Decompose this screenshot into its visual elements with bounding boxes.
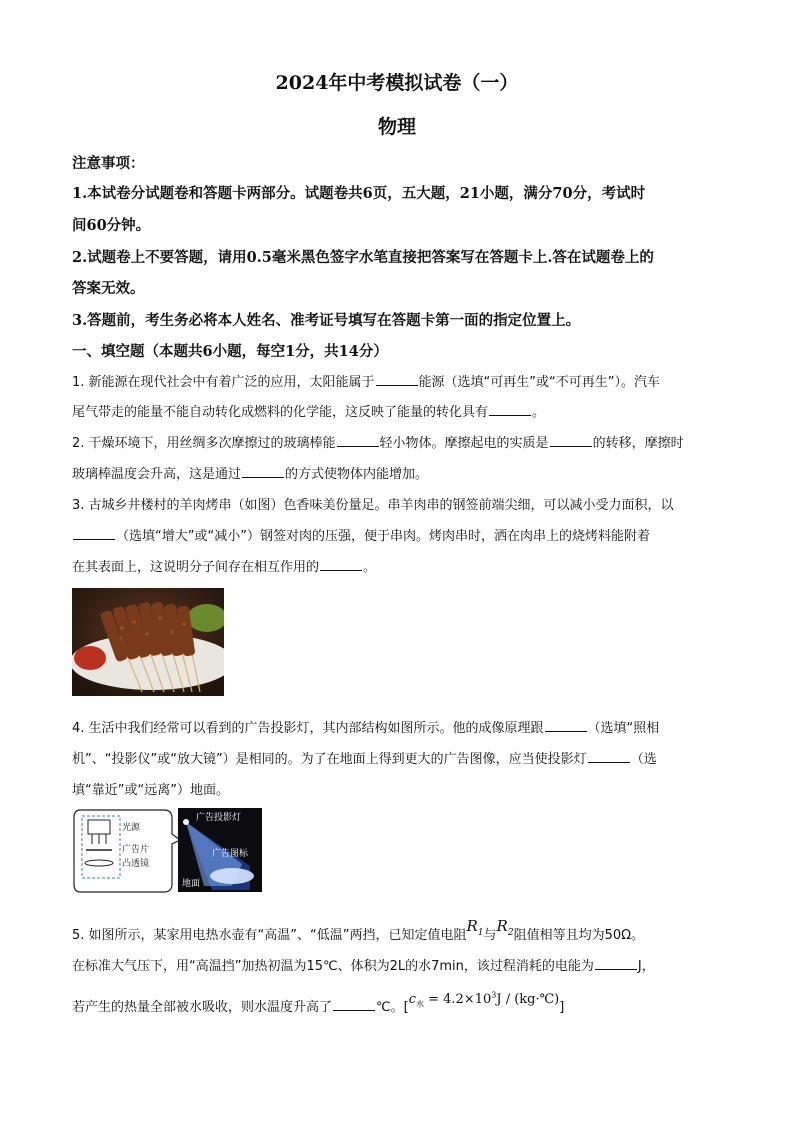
subject-title: 物理: [377, 116, 416, 138]
q3-text-b: （选填“增大”或“减小”）钢签对肉的压强，便于串肉。烤肉串时，洒在肉串上的烧烤料能附着: [116, 529, 650, 544]
projector-diagram: [72, 806, 264, 894]
question-5-line-3: [72, 990, 565, 1018]
q3-text-d: 。: [363, 560, 377, 575]
q5-close-bracket: ]: [559, 1000, 565, 1015]
specific-heat-formula: $c_水 = 4.2\times 10^3J$ / (kg·℃): [408, 990, 560, 1009]
label-ad-logo: 广告图标: [212, 849, 249, 859]
answer-blank[interactable]: [242, 465, 284, 478]
answer-blank[interactable]: [320, 558, 362, 571]
label-light-source: 光源: [122, 823, 141, 833]
q1-text-d: 。: [532, 405, 546, 420]
q5-text-e: 若产生的热量全部被水吸收，则水温度升高了: [72, 1000, 333, 1015]
q1-text-c: 尾气带走的能量不能自动转化成燃料的化学能，这反映了能量的转化具有: [72, 405, 489, 420]
q5-text-b: 阻值相等且均为50Ω。: [513, 928, 645, 943]
question-3-line-1: 3. 古城乡井楼村的羊肉烤串（如图）色香味美份量足。串羊肉串的钢签前端尖细，可以减小受力面积，以: [72, 498, 674, 513]
q5-text-c: 在标准大气压下，用“高温挡”加热初温为15℃、体积为2L的水7min，该过程消耗的电能为: [72, 959, 594, 974]
q4-text-a: 4. 生活中我们经常可以看到的广告投影灯，其内部结构如图所示。他的成像原理跟: [72, 721, 544, 736]
question-4-line-3: 填“靠近”或“远离”）地面。: [72, 783, 229, 798]
question-3-line-3: [72, 556, 376, 575]
answer-blank[interactable]: [550, 434, 592, 447]
q2-text-d: 玻璃棒温度会升高，这是通过: [72, 467, 242, 482]
q4-text-c: 机”、“投影仪”或“放大镜”）是相同的。为了在地面上得到更大的广告图像，应当使投影灯: [72, 752, 587, 767]
note-2-line-1: 2.试题卷上不要答题，请用0.5毫米黑色签字水笔直接把答案写在答题卡上.答在试题卷上的: [72, 249, 654, 266]
question-2-line-1: [72, 432, 684, 451]
q1-text-b: 能源（选填“可再生”或“不可再生”）。汽车: [418, 375, 660, 390]
question-4-line-1: [72, 717, 659, 736]
question-5-line-1: [72, 917, 645, 946]
q4-text-b: （选填“照相: [587, 721, 660, 736]
answer-blank[interactable]: [588, 750, 630, 763]
r2-symbol: $R_2$: [496, 917, 514, 938]
question-4-line-2: [72, 748, 657, 767]
answer-blank[interactable]: [376, 373, 418, 386]
question-3-line-2: [72, 525, 650, 544]
question-2-line-2: [72, 463, 428, 482]
projector-diagram-svg: [72, 806, 264, 894]
q2-text-c: 的转移，摩擦时: [592, 436, 684, 451]
answer-blank[interactable]: [73, 527, 115, 540]
q5-with: 与: [483, 928, 497, 943]
q5-text-a: 5. 如图所示，某家用电热水壶有“高温”、“低温”两挡，已知定值电阻: [72, 928, 467, 943]
kebab-illustration: [72, 588, 224, 696]
q2-text-b: 轻小物体。摩擦起电的实质是: [379, 436, 549, 451]
note-3: 3.答题前，考生务必将本人姓名、准考证号填写在答题卡第一面的指定位置上。: [72, 312, 581, 329]
kebab-photo: [72, 588, 224, 696]
q2-text-a: 2. 干燥环境下，用丝绸多次摩擦过的玻璃棒能: [72, 436, 336, 451]
label-ad-film: 广告片: [122, 845, 150, 855]
question-1-line-1: [72, 371, 660, 390]
answer-blank[interactable]: [333, 998, 375, 1011]
question-1-line-2: [72, 401, 545, 420]
answer-blank[interactable]: [545, 719, 587, 732]
r1-symbol: $R_1$: [466, 917, 484, 938]
q2-text-e: 的方式使物体内能增加。: [285, 467, 429, 482]
note-2-line-2: 答案无效。: [72, 280, 145, 297]
answer-blank[interactable]: [489, 403, 531, 416]
note-1-line-2: 间60分钟。: [72, 217, 151, 234]
label-ground: 地面: [182, 879, 201, 889]
label-convex-lens: 凸透镜: [122, 859, 150, 869]
q3-text-c: 在其表面上，这说明分子间存在相互作用的: [72, 560, 320, 575]
q1-text-a: 1. 新能源在现代社会中有着广泛的应用，太阳能属于: [72, 375, 375, 390]
section-1-heading: 一、填空题（本题共6小题，每空1分，共14分）: [72, 343, 388, 360]
q5-text-d: J，: [637, 959, 655, 974]
answer-blank[interactable]: [595, 957, 637, 970]
note-1-line-1: 1.本试卷分试题卷和答题卡两部分。试题卷共6页，五大题，21小题，满分70分，考试时: [72, 185, 646, 202]
question-5-line-2: [72, 955, 655, 974]
exam-title: 2024年中考模拟试卷（一）: [275, 72, 519, 94]
notes-heading: 注意事项：: [72, 155, 145, 172]
answer-blank[interactable]: [337, 434, 379, 447]
q4-text-d: （选: [630, 752, 657, 767]
q5-text-f: ℃。[: [376, 1000, 409, 1015]
label-projector-lamp: 广告投影灯: [196, 813, 242, 823]
